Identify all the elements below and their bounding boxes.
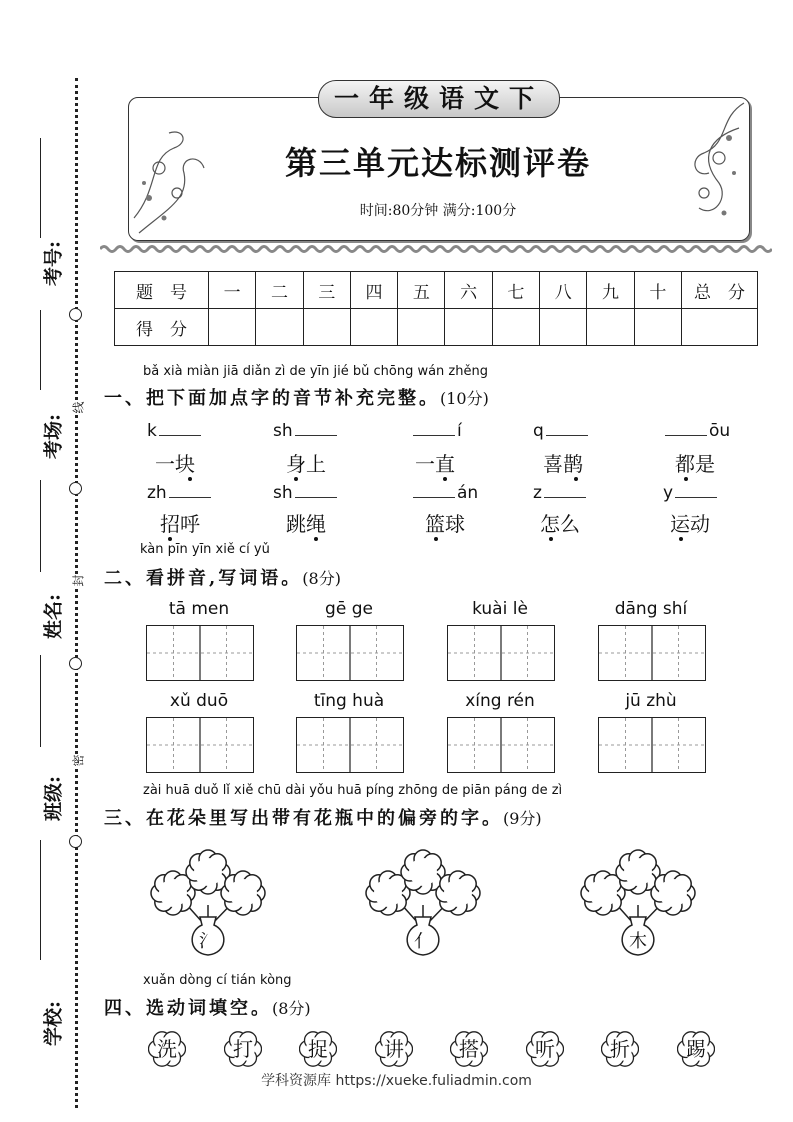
grid-pinyin: gē ge xyxy=(325,599,373,619)
margin-fill-line xyxy=(40,138,41,238)
word: 跳绳 xyxy=(286,512,326,536)
margin-fill-line xyxy=(40,480,41,572)
cut-word-line: 线 xyxy=(68,401,89,413)
answer-blank[interactable] xyxy=(665,435,707,436)
emphasis-dot xyxy=(168,537,172,541)
section4-points: (8分) xyxy=(272,999,311,1018)
table-header-cell: 五 xyxy=(398,272,445,309)
grid-pinyin: kuài lè xyxy=(472,599,528,619)
score-cell[interactable] xyxy=(540,309,587,346)
wave-divider xyxy=(100,244,772,254)
margin-fill-line xyxy=(40,310,41,390)
section2-title-text: 二、看拼音,写词语。 xyxy=(104,568,303,589)
syllable-item[interactable] xyxy=(533,420,590,441)
table-header-cell: 一 xyxy=(209,272,256,309)
score-cell[interactable] xyxy=(587,309,634,346)
grid-pinyin: tā men xyxy=(168,599,230,619)
vase-radical: 木 xyxy=(629,931,647,952)
emphasis-dot xyxy=(549,537,553,541)
verb-option[interactable] xyxy=(224,1030,262,1068)
exam-room-label: 考场: xyxy=(42,414,65,460)
score-cell[interactable] xyxy=(398,309,445,346)
syllable-prefix: zh xyxy=(147,483,167,503)
score-cell[interactable] xyxy=(209,309,256,346)
syllable-item[interactable] xyxy=(273,420,339,441)
table-header-cell: 总 分 xyxy=(682,272,758,309)
table-header-cell: 二 xyxy=(256,272,303,309)
grade-tag-text: 一年级语文下 xyxy=(318,80,560,118)
writing-grid[interactable] xyxy=(447,717,555,773)
score-cell[interactable] xyxy=(303,309,350,346)
syllable-item[interactable] xyxy=(411,420,462,441)
cut-word-secret: 密 xyxy=(68,754,89,766)
table-header-cell: 八 xyxy=(540,272,587,309)
binding-ring xyxy=(69,482,82,495)
word: 运动 xyxy=(670,512,710,536)
binding-dotted-line xyxy=(75,78,78,1108)
syllable-suffix: í xyxy=(457,421,462,441)
binding-ring xyxy=(69,308,82,321)
school-label: 学校: xyxy=(42,1001,65,1047)
word: 喜鹊 xyxy=(543,452,583,476)
score-cell[interactable] xyxy=(350,309,397,346)
word: 身上 xyxy=(286,452,326,476)
verb-text: 踢 xyxy=(686,1037,706,1061)
section1-pinyin: bǎ xià miàn jiā diǎn zì de yīn jié bǔ chōng wán zhěng xyxy=(143,364,488,379)
syllable-item[interactable] xyxy=(663,420,730,441)
writing-grid[interactable] xyxy=(296,717,404,773)
grade-tag xyxy=(318,80,558,116)
emphasis-dot xyxy=(314,537,318,541)
emphasis-dot xyxy=(188,477,192,481)
table-header-cell: 七 xyxy=(492,272,539,309)
exam-number-label: 考号: xyxy=(42,241,65,287)
score-cell[interactable] xyxy=(445,309,492,346)
answer-blank[interactable] xyxy=(169,497,211,498)
verb-option[interactable] xyxy=(148,1030,186,1068)
table-header-cell: 三 xyxy=(303,272,350,309)
verb-option[interactable] xyxy=(601,1030,639,1068)
flower-left-answer-slot[interactable] xyxy=(590,880,616,906)
syllable-suffix: án xyxy=(457,483,479,503)
syllable-prefix: y xyxy=(663,483,674,503)
flower-right-answer-slot[interactable] xyxy=(660,880,686,906)
word: 一直 xyxy=(415,452,455,476)
emphasis-dot xyxy=(574,477,578,481)
answer-blank[interactable] xyxy=(544,497,586,498)
table-header-cell: 十 xyxy=(634,272,681,309)
emphasis-dot xyxy=(679,537,683,541)
syllable-item[interactable] xyxy=(273,482,339,503)
syllable-item[interactable] xyxy=(411,482,478,503)
vase-radical: 亻 xyxy=(414,931,432,952)
emphasis-dot xyxy=(684,477,688,481)
syllable-item[interactable] xyxy=(663,482,719,503)
flower-right-answer-slot[interactable] xyxy=(230,880,256,906)
syllable-prefix: k xyxy=(147,421,157,441)
vase-radical: 氵 xyxy=(199,931,217,952)
section3-title xyxy=(104,804,542,830)
flower-left-answer-slot[interactable] xyxy=(160,880,186,906)
flower-top-answer-slot[interactable] xyxy=(195,859,221,885)
syllable-prefix: sh xyxy=(273,421,293,441)
score-table xyxy=(114,271,758,346)
writing-grid[interactable] xyxy=(598,625,706,681)
verb-option[interactable] xyxy=(677,1030,715,1068)
writing-grid[interactable] xyxy=(146,717,254,773)
score-row-label: 得 分 xyxy=(115,309,209,346)
verb-text: 捉 xyxy=(308,1037,328,1061)
section3-pinyin: zài huā duǒ lǐ xiě chū dài yǒu huā píng zhōng de piān páng de zì xyxy=(143,783,563,798)
answer-blank[interactable] xyxy=(159,435,201,436)
section3-points: (9分) xyxy=(503,809,542,828)
answer-blank[interactable] xyxy=(546,435,588,436)
flower-left-answer-slot[interactable] xyxy=(375,880,401,906)
verb-option[interactable] xyxy=(526,1030,564,1068)
table-row xyxy=(115,272,758,309)
writing-grid[interactable] xyxy=(146,625,254,681)
verb-text: 洗 xyxy=(157,1037,177,1061)
score-cell[interactable] xyxy=(682,309,758,346)
emphasis-dot xyxy=(434,537,438,541)
section1-title-text: 一、把下面加点字的音节补充完整。 xyxy=(104,388,440,409)
time-score-info: 时间:80分钟 满分:100分 xyxy=(359,203,517,219)
score-cell[interactable] xyxy=(634,309,681,346)
grid-pinyin: jū zhù xyxy=(625,691,677,711)
syllable-prefix: sh xyxy=(273,483,293,503)
section2-points: (8分) xyxy=(302,569,341,588)
syllable-item[interactable] xyxy=(533,482,588,503)
answer-blank[interactable] xyxy=(295,497,337,498)
margin-fill-line xyxy=(40,840,41,960)
verb-text: 折 xyxy=(610,1037,630,1061)
section4-title-text: 四、选动词填空。 xyxy=(104,998,272,1019)
class-label: 班级: xyxy=(42,776,65,822)
flower-vase xyxy=(363,845,483,960)
emphasis-dot xyxy=(294,477,298,481)
footer-watermark: 学科资源库 https://xueke.fuliadmin.com xyxy=(261,1073,532,1089)
word: 篮球 xyxy=(425,512,465,536)
writing-grid[interactable] xyxy=(447,625,555,681)
verb-text: 听 xyxy=(535,1037,555,1061)
section4-title xyxy=(104,994,311,1020)
grid-pinyin: xǔ duō xyxy=(169,691,229,711)
flower-top-answer-slot[interactable] xyxy=(410,859,436,885)
verb-option[interactable] xyxy=(299,1030,337,1068)
writing-grid[interactable] xyxy=(598,717,706,773)
writing-grid[interactable] xyxy=(296,625,404,681)
page-title: 第三单元达标测评卷 xyxy=(284,144,591,182)
table-header-cell: 六 xyxy=(445,272,492,309)
table-header-cell: 四 xyxy=(350,272,397,309)
section1-title xyxy=(104,384,489,410)
word: 怎么 xyxy=(540,512,580,536)
binding-ring xyxy=(69,835,82,848)
word: 都是 xyxy=(675,452,715,476)
section2-pinyin: kàn pīn yīn xiě cí yǔ xyxy=(140,542,270,557)
grid-pinyin: xíng rén xyxy=(465,691,535,711)
score-cell[interactable] xyxy=(256,309,303,346)
word: 招呼 xyxy=(160,512,200,536)
name-label: 姓名: xyxy=(42,594,65,640)
grid-pinyin: dāng shí xyxy=(614,599,688,619)
word: 一块 xyxy=(155,452,195,476)
flower-top-answer-slot[interactable] xyxy=(625,859,651,885)
verb-text: 搭 xyxy=(459,1037,479,1061)
verb-text: 打 xyxy=(233,1037,253,1061)
section4-pinyin: xuǎn dòng cí tián kòng xyxy=(143,973,292,988)
table-header-cell: 九 xyxy=(587,272,634,309)
verb-option[interactable] xyxy=(375,1030,413,1068)
margin-fill-line xyxy=(40,655,41,747)
binding-ring xyxy=(69,657,82,670)
score-cell[interactable] xyxy=(492,309,539,346)
answer-blank[interactable] xyxy=(675,497,717,498)
flower-right-answer-slot[interactable] xyxy=(445,880,471,906)
syllable-prefix: q xyxy=(533,421,544,441)
flower-vase xyxy=(148,845,268,960)
emphasis-dot xyxy=(443,477,447,481)
answer-blank[interactable] xyxy=(413,497,455,498)
syllable-suffix: ōu xyxy=(709,421,731,441)
syllable-prefix: z xyxy=(533,483,542,503)
section1-points: (10分) xyxy=(440,389,489,408)
verb-text: 讲 xyxy=(384,1037,404,1061)
table-row xyxy=(115,309,758,346)
answer-blank[interactable] xyxy=(413,435,455,436)
section3-title-text: 三、在花朵里写出带有花瓶中的偏旁的字。 xyxy=(104,808,503,829)
flower-vase xyxy=(578,845,698,960)
cut-word-seal: 封 xyxy=(68,574,89,586)
verb-option[interactable] xyxy=(450,1030,488,1068)
section2-title xyxy=(104,564,341,590)
syllable-item[interactable] xyxy=(147,482,213,503)
syllable-item[interactable] xyxy=(147,420,203,441)
table-header-cell: 题 号 xyxy=(115,272,209,309)
grid-pinyin: tīng huà xyxy=(313,691,385,711)
answer-blank[interactable] xyxy=(295,435,337,436)
